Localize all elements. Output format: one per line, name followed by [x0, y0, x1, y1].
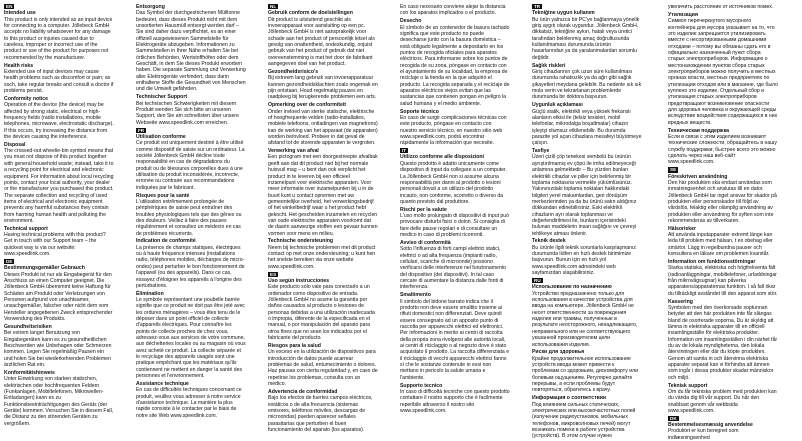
section-paragraph: Unter Einwirkung von starken statischen, elektrischen oder hochfrequenten Feldern (Funkanlagen, Mobiltelefonen, Mikrowellen-Entladungen) kann es zu Funktionsbeeinträchtigungen des Geräts (der Geräte) kommen. Versuchen Sie in diesem Fall, die Distanz zu den störenden Geräten zu vergrößern.: [4, 376, 114, 427]
text-column: [136, 4, 246, 419]
section-heading: Föreskriven användning: [668, 173, 728, 180]
section-paragraph: Das Symbol der durchgestrichenen Mülltonne bedeutet, dass dieses Produkt nicht mit dem unsortierten Hausmüll entsorgt werden darf – Sie sind daher dazu verpflichtet, es an einer offiziell ausgewiesenen Sammelstelle für Elektrogeräte abzugeben. Informationen zu Sammelstellen in Ihrer Nähe erhalten Sie bei örtlichen Behörden, Wertstoffhöfen oder dem Geschäft, in dem Sie dieses Produkt erworben haben. Die separate Sammlung und Verwertung alter Elektrogeräte verhindert, dass darin enthaltene Stoffe die Gesundheit von Menschen und die Umwelt gefährden.: [136, 10, 246, 93]
section-paragraph: En caso necesario conviene alejar la distancia con los aparatos implicados o el producto.: [400, 4, 506, 17]
section-paragraph: Extended use of input devices may cause health problems such as discomfort or pain; as such, take regular breaks and consult a doctor if problems persist.: [4, 69, 114, 95]
section-paragraph: Att använda inputapparater extremt länge kan leda till problem med hälsan, t ex obehag eller smärtor. Lägg in regelbundna pauser och konsultera en läkare om problemen kvarstår.: [668, 232, 773, 258]
section-paragraph: Having technical problems with this product? Get in touch with our Support team – the quickest way is via our website: www.speedlink.com.: [4, 232, 106, 258]
section-paragraph: En caso de surgir complicaciones técnicas con este producto, póngase en contacto con nuestro servicio técnico, en nuestro sitio web www.speedlink.com, podrá encontrar rápidamente la información que necesite.: [400, 114, 507, 147]
section-heading: Information om funktionsstörningar: [668, 258, 756, 265]
section-paragraph: En cas de difficultés techniques concernant ce produit, veuillez vous adresser à notre service d'assistance technique. La manière la plus rapide consiste à le contacter par le biais de notre site Web www.speedlink.com.: [136, 387, 242, 419]
section-paragraph: Bei extrem langer Benutzung von Eingabegeräten kann es zu gesundheitlichen Beschwerden wie Unbehagen oder Schmerzen kommen. Legen Sie regelmäßig Pausen ein und holen Sie bei wiederkehrenden Problemen ärztlichen Rat ein.: [4, 330, 112, 369]
text-column: [268, 4, 378, 433]
section-paragraph: Produktet er kun beregnet som indlæsningsenhed: [668, 428, 739, 441]
section-paragraph: увеличить расстояние от источников помех.: [668, 4, 774, 10]
section-heading: Supporto tecnico: [400, 382, 443, 389]
section-heading: Desecho: [400, 18, 422, 25]
section-paragraph: Den här produkten ska endast användas som inmatningsenhet och anslutas till en dator. Jöllenbeck GmbH tar inget ansvar för skador på produkten eller personskador till följd av vårdslös, felaktig eller olämplig användning av produkten eller användning för syften som inte rekommenderas av tillverkaren.: [668, 179, 777, 224]
section-paragraph: L'uso molto prolungato di dispositivi di input può provocare disturbi fisici o dolori. Si consiglia di fare delle pause regolari e di consultare un medico in caso di problemi ricorrenti.: [400, 213, 510, 239]
section-paragraph: Un exceso en la utilización de dispositivos para introducción de datos puede acarrear problemas de salud, entumecimiento o dolores. Haz pausas con cierta regularidad y, en caso de repetirse los problemas, consulta con un médico.: [268, 349, 378, 388]
language-section: [4, 259, 114, 427]
language-section: [668, 167, 778, 414]
section-heading: Élimination: [136, 290, 164, 297]
section-heading: Sağlık riskleri: [532, 62, 566, 69]
section-paragraph: The crossed-out wheelie-bin symbol means that you must not dispose of this product together with general household waste; instead, take it to a recycling point for electrical and electronic equipment. For information about local recycling points, contact your local authority, your dealer or the manufacturer you purchased this product. The separate collection and recycling of used items of electrical and electronic equipment prevents any harmful substances they contain from harming human health and polluting the environment.: [4, 148, 114, 224]
section-paragraph: Dit product is uitsluitend geschikt als invoerapparaat voor aansluiting op een pc. Jöllenbeck GmbH is niet aansprakelijk voor schade aan het product of persoonlijk letsel als gevolg van onattentheid, ondeskundig, onjuist gebruik van het product of gebruik dat niet overeenstemming is met het door de fabrikant aangegeven doel van het product.: [268, 16, 375, 68]
section-heading: Kassering: [668, 298, 693, 305]
language-section: [268, 272, 378, 434]
section-paragraph: Sotto l'influenza di forti campi elettrici statici, elettrici o ad alta frequenza (impianti radio, cellulari, scariche di microonde) possono verificarsi delle interferenze nel funzionamento del dispositivo (dei dispositivi). In tal caso cercare di aumentare la distanza dalle fonti di interferenza.: [400, 246, 507, 291]
section-heading: Gezondheidsrisico's: [268, 69, 319, 75]
section-paragraph: Bu ürünle ilgili teknik sorunlarla karşılaşmanız durumunda lütfen en hızlı destek birimimize başvurun. Bunun için en hızlı yol www.speedlink.com adresindeki web sayfamızdan ulaşabilirsiniz.: [532, 244, 637, 277]
section-paragraph: Neem bij technische problemen met dit product contact op met onze ondersteuning; u kunt hen het snelste bereiken via onze website www.speedlink.com.: [268, 244, 376, 270]
text-column: [400, 4, 510, 414]
language-badge: TR: [534, 4, 541, 9]
section-heading: Утилизация: [668, 11, 698, 18]
section-paragraph: Символ перечеркнутого мусорного контейнера для мусора указывает на то, что это изделие запрещается утилизировать вместе с несортированными домашними отходами – потому вы обязаны сдать его в официально назначенный пункт сбора старых электроприборов. Информацию о местонахождении пунктов сбора старых электроприборов можно получить в местных органах власти, местных предприятиях по утилизации отходов или в магазине, где было куплено это изделие. Отдельный сбор и утилизация старых электроприборов предотвращают возникновение опасности для здоровья человека и окружающей среды вследствие воздействия содержащихся в них вредных веществ.: [668, 18, 778, 126]
language-badge: SE: [670, 167, 677, 173]
section-paragraph: Bei technischen Schwierigkeiten mit diesem Produkt wenden Sie sich bitte an unseren Support, den Sie am schnellsten über unsere Webseite www.speedlink.com erreichen.: [136, 100, 239, 126]
section-paragraph: Если в связи с этим изделием возникают технические сложности, обращайтесь в нашу службу поддержки; быстрее всего это можно сделать через наш веб-сайт www.speedlink.com.: [668, 133, 777, 166]
text-column: [668, 4, 778, 441]
text-column: [4, 4, 114, 427]
section-paragraph: Een pictogram met een doorgestreepte afvalbak geeft aan dat dit product niet bij het normale huisvuil mag – u bent dan ook verplicht het product in te leveren bij een officieel inzamelpunt voor elektrische apparaten. Voor meer informatie over inzamelpunten bij u in de buurt kunt u contact opnemen met uw gemeentelijke overheid, het verwerkingsbedrijf of het winkelbedrijf waar u het product hebt gekocht. Het gescheiden inzamelen en recyclen van oude elektrische apparaten voorkomt dat de daarin aanwezige stoffen een gevaar kunnen vormen voor mens en milieu.: [268, 154, 378, 237]
section-heading: Opmerking over de conformiteit: [268, 102, 346, 109]
section-heading: Entsorgung: [136, 4, 165, 10]
language-badge: EN: [6, 4, 13, 9]
language-section: [136, 128, 246, 420]
section-heading: Tasfiye: [532, 148, 550, 155]
section-heading: Bestemmelsesmæssig anvendelse: [668, 422, 753, 429]
section-heading: Uygunluk açıklaması: [532, 102, 583, 109]
language-badge: NL: [270, 4, 277, 9]
section-paragraph: Starka statiska, elektriska och högfrekventa fält (radioanläggningar, mobiltelefoner, urladdningar från mikrovågsugnar) kan påverka apparatens/apparaternas funktion. I så fall ökar du tillräckligt avståndet till den apparat som stör.: [668, 265, 778, 297]
section-paragraph: L'utilisation extrêmement prolongée de périphériques de saisie peut entraîner des troubles physiologiques tels que des gênes ou des douleurs. Veillez à faire des pauses régulièrement et consultez un médecin en cas de problèmes récurrents.: [136, 198, 242, 237]
section-heading: Health risks: [4, 62, 34, 69]
section-heading: Indication de conformité: [136, 238, 196, 245]
language-section: [400, 4, 510, 147]
section-heading: Intended use: [4, 10, 36, 17]
section-heading: Utilizzo conforme alle disposizioni: [400, 154, 484, 161]
language-badge: RU: [534, 278, 541, 283]
section-heading: Advertencia de conformidad: [268, 388, 338, 395]
section-heading: Assistance technique: [136, 381, 189, 387]
section-heading: Konformitätshinweis: [4, 369, 55, 376]
section-heading: Technical support: [4, 225, 48, 232]
section-paragraph: Üzeri çizili çöp tenekesi sembolü bu ürünün ayrıştırılmamış ev çöpü ile imha edilmeyeceği anlamına gelmektedir – Bu yüzden bunları elektrikli cihazlar ve piller için belirlenmiş bir toplama noktasına vermekle yükümlüsünüz. Yakınınızdaki toplama noktaları hakkındaki bilgileri yerel makamlardan, geri dönüşüm merkezlerinden ya da bu ürünü satın aldığınız dükkandan edinebilirsiniz. Eski elektrikli cihazların ayrı olarak toplanması ve değerlendirilmesi ile, bunların içerisindeki bulunan maddelerin insan sağlığını ve çevreyi tehlikeye atması önlenir.: [532, 154, 637, 237]
section-paragraph: Onder invloed van sterke statische, elektrische of hoogfrequente velden (radio-installaties, mobiele telefoons, ontladingen van magnetrons) kan de werking van het apparaat (de apparaten) worden beïnvloed. Probeer in dat geval de afstand tot de storende apparaten te vergroten.: [268, 108, 378, 147]
language-section: [136, 4, 246, 126]
section-paragraph: Bajo los efectos de fuertes campos eléctricos, estáticos o de alta frecuencia (sistemas emisores, teléfonos móviles, descargas de microondas) pueden aparecer señales parasitarias que perturben el buen funcionamiento del aparato (los aparatos).: [268, 395, 373, 433]
section-heading: Hälsorisker: [668, 225, 697, 232]
language-badge: DK: [670, 415, 677, 421]
section-heading: Risques pour la santé: [136, 192, 190, 199]
section-heading: Tekniğine uygun kullanım: [532, 10, 595, 17]
section-paragraph: Устройство предназначено только для использования в качестве устройства для ввода на компьютере. Jöllenbeck GmbH не несет ответственности за повреждения изделия или травмы, полученные в результате неосторожного, ненадлежащего, неправильного или не соответствующего указанной производителем цели использования изделия.: [532, 290, 638, 348]
section-heading: Avviso di conformità: [400, 239, 451, 246]
section-paragraph: Este producto sólo vale para conectarlo a un ordenador como dispositivo de entrada. Jöllenbeck GmbH no asume la garantía por daños causados al producto o lesiones de personas debidas a una utilización inadecuada o impropia, diferente de la especificada en el manual, o por manipulación del aparato para otros fines que no sean los indicados por el fabricante del producto.: [268, 284, 375, 342]
language-section: [268, 4, 378, 270]
section-heading: Smaltimento: [400, 292, 431, 299]
language-section: [400, 148, 510, 414]
language-section: [532, 4, 642, 277]
section-heading: Technische ondersteuning: [268, 238, 334, 245]
language-section: [668, 4, 778, 166]
text-column: [532, 4, 642, 440]
language-section: [668, 416, 778, 441]
section-heading: Soporte técnico: [400, 108, 439, 115]
language-badge: FR: [138, 127, 145, 133]
language-section: [532, 278, 642, 440]
language-badge: IT: [402, 148, 407, 154]
section-paragraph: Под влиянием сильных статических, электрических или высокочастотных полей (излучение радиоустановок, мобильных телефонов, микроволновых печей) могут возникать помехи в работе устройства (устройств). В этом случае нужно: [532, 401, 636, 440]
section-paragraph: Il simbolo del bidone barrato indica che il prodotto non deve essere smaltito insieme ai rifiuti domestici non differenziati. Deve quindi essere consegnato ad un apposito punto di raccolta per apparecchi elettrici ed elettronici. Per informazioni in merito ai centri di raccolta della propria zona rivolgersi alle autorità locali, ai centri di riciclaggio o al negozio dove è stato acquistato il prodotto. La raccolta differenziata e il riciclaggio di vecchi apparecchi elettrici fanno sì che le sostanze contenute in essi non mettano in pericolo la salute umana e l'ambiente.: [400, 298, 510, 381]
section-paragraph: In caso di difficoltà tecniche con questo prodotto contattare il nostro supporto che è facilmente reperibile attraverso il nostro sito www.speedlink.com.: [400, 388, 510, 414]
section-heading: Риски для здоровья: [532, 349, 585, 356]
section-heading: Teknik destek: [532, 238, 566, 245]
section-heading: Uso según instrucciones: [268, 278, 330, 285]
section-heading: Использование по назначению: [532, 284, 612, 291]
section-paragraph: Om du får tekniska problem med produkten kan du vända dig till vår support. Du når den snabbast genom vår webbsida www.speedlink.com.: [668, 388, 777, 414]
section-heading: Bestimmungsgemäßer Gebrauch: [4, 265, 85, 272]
section-heading: Utilisation conforme: [136, 133, 186, 140]
section-paragraph: Bu ürün yalnızca bir PC'ye bağlanmaya yönelik giriş aygıtı olarak uygundur. Jöllenbeck GmbH, dikkatsiz, tekniğine aykırı, hatalı veya üretici tarafından belirlenmiş amaç doğrultusunda kullanılmaması durumunda ürünün hasarlarından ya da yaralanmalardan sorumlu değildir.: [532, 16, 640, 61]
section-paragraph: Ce produit est uniquement destiné à être utilisé comme dispositif de saisie sur un ordinateur. La société Jöllenbeck GmbH décline toute responsabilité en cas de dégradations du produit ou de blessures corporelles dues à une utilisation du produit inconsidérée, incorrecte, erronée ou contraire aux recommandations indiquées par le fabricant.: [136, 140, 245, 191]
section-paragraph: This product is only intended as an input device for connecting to a computer. Jöllebeck GmbH accepts no liability whatsoever for any damage to this product or injuries caused due to careless, improper or incorrect use of the product or use of the product for purposes not recommended by the manufacturer.: [4, 16, 113, 61]
section-paragraph: Dieses Produkt ist nur als Eingabegerät für den Anschluss an einen Computer geeignet. Die Jöllenbeck GmbH übernimmt keine Haftung für Schäden am Produkt oder Verletzungen von Personen aufgrund von unachtsamer, unsachgemäßer, falscher oder nicht dem vom Hersteller angegebenen Zweck entsprechender Verwendung des Produkts.: [4, 271, 113, 323]
language-badge: ES: [270, 271, 277, 277]
section-paragraph: La présence de champs statiques, électriques ou à haute fréquence intenses (installations radio, téléphones mobiles, décharges de micro-ondes) peut perturber le bon fonctionnement de l'appareil (ou des appareils). Dans ce cas, essayez d'éloigner les appareils à l'origine des perturbations.: [136, 244, 245, 289]
section-paragraph: Bij extreem lang gebruik van invoerapparatuur kunnen gezondheidsklachten zoals ongemak en pijn ontstaan. Houd regelmatig pauzes en raadpleeg bij terugkerende problemen een arts.: [268, 75, 378, 101]
section-heading: Rischi per la salute: [400, 206, 447, 213]
section-heading: Conformity notice: [4, 95, 48, 102]
section-heading: Teknisk support: [668, 382, 708, 389]
section-heading: Техническая поддержка: [668, 127, 730, 134]
section-heading: Riesgos para la salud: [268, 343, 321, 349]
section-paragraph: El símbolo de un contenedor de basura tachado significa que este producto no puede desecharse junto con la basura doméstica – está obligado legalmente a depositarlo en los puntos de recogida oficiales para aparatos eléctricos. Para informarse sobre los puntos de recogida de su zona, póngase en contacto con el ayuntamiento de su localidad, la empresa de reciclaje o la tienda en la que adquirió el producto. La recogida separada y el reciclaje de aparatos eléctricos viejos evitan que las sustancias que contienen pongan en peligro la salud humana y el medio ambiente.: [400, 24, 510, 107]
section-heading: Verwerking van afval: [268, 148, 319, 155]
section-paragraph: Крайне продолжительное использование устройств ввода может привести к проблемам со здоровьем, дискомфорту или болевым ощущениям. Регулярно делайте перерывы, а если проблемы будут повторяться, обратитесь к врачу.: [532, 355, 638, 394]
section-heading: Gebruik conform de doelstellingen: [268, 10, 353, 17]
section-paragraph: Le symbole représentant une poubelle barrée signifie que ce produit ne doit pas être jeté avec les ordures ménagères – vous êtes tenu de le déposer dans un point officiel de collecte d'appareils électriques. Pour connaître les points de collecte proches de chez vous, adressez-vous aux services de votre commune, aux déchetteries locales ou au magasin où vous avez acheté ce produit. La collecte séparée et le recyclage des appareils usagés sont une pratique empêchant que les matériaux qu'ils contiennent ne mettent en danger la santé des personnes et l'environnement.: [136, 297, 246, 380]
language-section: [4, 4, 114, 257]
section-paragraph: Giriş cihazlarının çok uzun süre kullanılması durumunda rahatsızlık ya da ağrı gibi sağlık şikayetleri meydana gelebilir. Bu nedenle sık sık mola verin ve tekrarlanan problemlerde durumunda bir doktora başvurun.: [532, 69, 642, 101]
section-paragraph: Symbolen med den överkorsade soptunnan betyder att den här produkten inte får slängas bland de osorterade soporna. Du är skyldig att lämna in elektriska apparater till en officiell insamlingsställe för elektriska produkter. Information om insamlingsställen i din närhet får du av de lokala myndigheterna, den lokala återvinningen eller där du köpte produkten. Genom att samla in och återvinna elektriska apparater separat kan vi förhindra att ämnen som ingår i dessa produkter skadar människor och miljö.: [668, 304, 778, 381]
section-heading: Gesundheitsrisiken: [4, 323, 52, 330]
section-heading: Technischer Support: [136, 94, 188, 101]
section-paragraph: Güçlü statik, elektrikli veya yüksek frekanslı alanların etkisi ile (telsiz tesisleri, mobil telefonlar, mikrodalga boşaltmalar) cihazın işleyişi olumsuz etkilenebilir. Bu durumda parazite yol açan cihazlara mesafeyi büyütmeye çalışın.: [532, 108, 642, 147]
section-heading: Информация о соответствии: [532, 395, 607, 402]
section-paragraph: Questo prodotto è adatto unicamente come dispositivo di input da collegare a un computer. La Jöllenbeck GmbH non si assume alcuna responsabilità per danni al prodotto o lesioni personali dovuti a un utilizzo del prodotto incauto, non conforme, scorretto o diverso da quanto previsto dal produttore.: [400, 160, 507, 205]
section-heading: Disposal: [4, 141, 26, 148]
section-paragraph: Operation of the device (the device) may be affected by strong static, electrical or high-frequency fields (radio installations, mobile telephones, microwave, electrostatic discharge). If this occurs, try increasing the distance from the devices causing the interference.: [4, 102, 114, 140]
language-badge: DE: [6, 258, 13, 264]
